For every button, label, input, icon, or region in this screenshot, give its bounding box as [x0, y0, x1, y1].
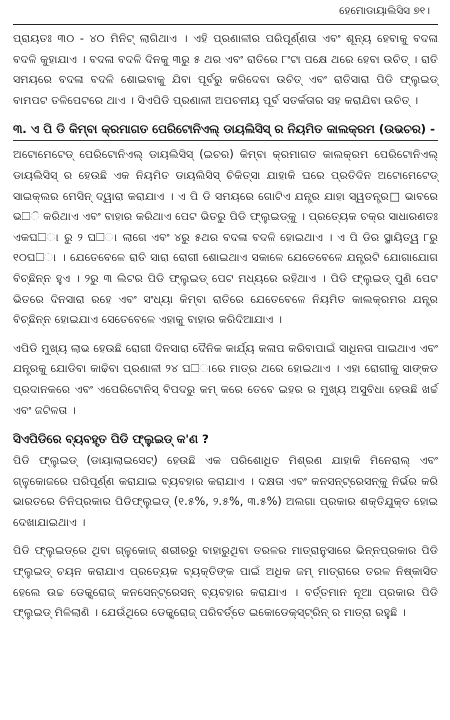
- section-heading-underline: [13, 140, 438, 141]
- paragraph-pd-fluid-selection: ପିଡି ଫ୍ଲୁଇଡ୍‌ରେ ଥିବା ଗ୍ଳୁକୋଜ୍ ଶରୀରରୁ ବାହାରୁଥିବା ତରଳର ମାତ୍ରାନୁସାରେ ଭିନ୍ନପ୍ରକାର ପିଡି ଫ୍ଲୁଇଡ୍ ଚୟନ କରାଯାଏ ପ୍ରତ୍ୟେକ ବ୍ୟକ୍ତିଙ୍କ ପାଇଁ ଅଧିକ ଜମ୍ ମାତ୍ରାରେ ତରଳ ନିଷ୍କାସିତ ହେଲେ ଉଚ୍ଚ ଡେକ୍ସ୍ରୋଜ୍ କନସେନ୍‌ଟ୍ରେସନ୍ ବ୍ୟବହାର କରାଯାଏ । ବର୍ତ୍ତମାନ ନୂଆ ପ୍ରକାର ପିଡି ଫ୍ଲୁଇଡ୍ ମିଳିଲାଣି । ଯେଉଁଥିରେ ଡେକ୍ସ୍ରୋଜ୍ ପରିବର୍ତ୍ତେ ଇକୋଡେକ୍ସ୍‌ଟ୍ରିନ୍ ର ମାତ୍ରା ରହୁଛି ।: [13, 544, 438, 620]
- paragraph-apd-benefits: ଏପିଡି ମୁଖ୍ୟ ଲାଭ ହେଉଛି ରୋଗୀ ଦିନସାରା ଦୈନିକ କାର୍ଯ୍ୟ କଳାପ କରିବାପାଇଁ ସାଧିନତା ପାଇଥାଏ ଏବଂ ଯନ୍ତ୍ରକୁ ଯୋଡିବା କାଢିବା ପ୍ରଣାଳୀ ୨୪ ଘ□ାରେ ମାତ୍ର ଥରେ ହୋଇଥାଏ । ଏହା ରୋଗୀକୁ ସାଙ୍କଡ ପ୍ରଦାନକରେ ଏବଂ ଏପେରିଟୋନିସ୍ ବିପଦରୁ କମ୍ କରେ ତେବେ ଇହର ର ମୁଖ୍ୟ ଅସୁବିଧା ହେଉଛି ଖର୍ଚ୍ଚ ଏବଂ ଜଟିଳତା ।: [13, 341, 438, 417]
- paragraph-apd-description: ଅଟୋମେଟେଡ୍ ପେରିଟୋନିଏଲ୍ ଡାୟଲିସିସ୍ (ଇଚର) କିମ୍ବା କ୍ରମାଗତ କାଲକ୍ରମ ପେରିଟୋନିଏଲ୍ ଡାୟଲିସିସ୍ ର ହେଉଛି ଏକ ନିୟମିତ ଡାୟଲିସିସ୍ ଚିକିତ୍ସା ଯାହାକି ଘରେ ପ୍ରତିଦିନ ଅଟୋମେଟେଡ୍ ସାଇକ୍ଲର ମେସିନ୍ ଦ୍ୱାରା କରାଯାଏ । ଏ ପି ଡି ସମୟରେ ଗୋଟିଏ ଯନ୍ତ୍ର ଯାହା ସ୍ୱତନ୍ତ୍ର□ ଭାବରେ ଭ□ି କରିଥାଏ ଏବଂ ବାହାର କରିଥାଏ ପେଟ ଭିତରୁ ପିଡି ଫ୍ଲୁଇଡ୍କୁ । ପ୍ରତ୍ୟେକ ଚକ୍ର ସାଧାରଣତଃ ଏକଘ□ା ରୁ ୨ ଘ□ା ଲାଗେ ଏବଂ ୪ରୁ ୫ଥର ବଦଳା ବଦଳି ହୋଇଥାଏ । ଏ ପି ଡିର ସ୍ଥାୟିତ୍ୱ ୮ରୁ ୧୦ଘ□ା । ଯେତେବେଳେ ରାତି ସାରା ରୋଗୀ ଶୋଇଥାଏ ସକାଳେ ଯେତେବେଳେ ଯନ୍ତ୍ରଟି ଯୋଗାଯୋଗ ବିଚ୍ଛିନ୍ନ ହୁଏ । ୨ରୁ ୩ ଲିଟର ପିଡି ଫ୍ଲୁଇଡ୍ ପେଟ ମଧ୍ୟରେ ରହିଥାଏ । ପିଡି ଫ୍ଲୁଇଡ୍ ପୁଣି ପେଟ ଭିତରେ ଦିନସାରା ରହେ ଏବଂ ସଂଧ୍ୟା କିମ୍ବା ରାତିରେ ଯେତେବେଳେ ନିୟମିତ କାଲକ୍ରମର ଯନ୍ତ୍ର ବିଚ୍ଛିନ୍ନ ହୋଇଯାଏ ସେତେବେଳେ ଏହାକୁ ବାହାର କରିଦିଆଯାଏ ।: [13, 148, 438, 327]
- section-heading-apd: ୩. ଏ ପି ଡି କିମ୍ବା କ୍ରମାଗତ ପେରିଟୋନିଏଲ୍ ଡାୟଲିସିସ୍ ର ନିୟମିତ କାଲକ୍ରମ (ଉଭଚର) -: [13, 122, 436, 137]
- paragraph-capd-exchange: ପ୍ରାୟତଃ ୩୦ - ୪୦ ମିନିଟ୍ ଲାଗିଥାଏ । ଏହି ପ୍ରଣାଳୀର ପରିପୂର୍ଣ୍ଣତା ଏବଂ ଶୂନ୍ୟ ହେବାକୁ ବଦଳା ବଦଳି କୁହାଯାଏ । ବଦଳା ବଦଳି ଦିନକୁ ୩ରୁ ୫ ଥର ଏବଂ ରାତିରେ ୮ଂଟା ପକ୍ଷେ ଥରେ ହେବା ଉଚିତ୍ । ରାତି ସମୟରେ ବଦଳା ବଦଳି ଶୋଇବାକୁ ଯିବା ପୂର୍ବରୁ କରିଦେବା ଉଚିତ୍ ଏବଂ ରାତିସାରା ପିଡି ଫ୍ଲୁଇଡ୍ ବାମପଟ ତଳିପେଟରେ ଥାଏ । ସିଏପିଡି ପ୍ରଣାଳୀ ଅପଚନୀୟ ପୂର୍ବ ସତର୍କତାର ସହ କରାଯିବା ଉଚିତ୍ ।: [13, 32, 438, 107]
- running-header: ହେମୋଡାୟାଲିସିସ ୭୧।: [339, 5, 430, 17]
- section-heading-pd-fluid: ସିଏପିଡିରେ ବ୍ୟବହୃତ ପିଡି ଫ୍ଲୁଇଡ୍ କ'ଣ ?: [13, 432, 209, 447]
- paragraph-pd-fluid-definition: ପିଡି ଫ୍ଲୁଇଡ୍ (ଡାୟାଲାଇସେଟ୍) ହେଉଛି ଏକ ପରିଶୋଧିତ ମିଶ୍ରଣ ଯାହାକି ମିନେରାଲ୍ ଏବଂ ଗ୍ଳୁକୋଜରେ ପରିପୂର୍ଣ୍ଣ କରାଯାଇ ବ୍ୟବହାର କରାଯାଏ । ଦକ୍ଷତା ଏବଂ କନସନ୍‌ଟ୍ରେସନ୍‌କୁ ନିର୍ଭର କରି ଭାରତରେ ତିନିପ୍ରକାର ପିଡିଫ୍ଲୁଇଡ୍ (୧.୫%, ୨.୫%, ୩.୫%) ଅଲଗା ପ୍ରକାର ଶକ୍ତିଯୁକ୍ତ ହୋଇ ଦେଖାଯାଇଥାଏ ।: [13, 454, 438, 529]
- header-rule: [13, 24, 438, 25]
